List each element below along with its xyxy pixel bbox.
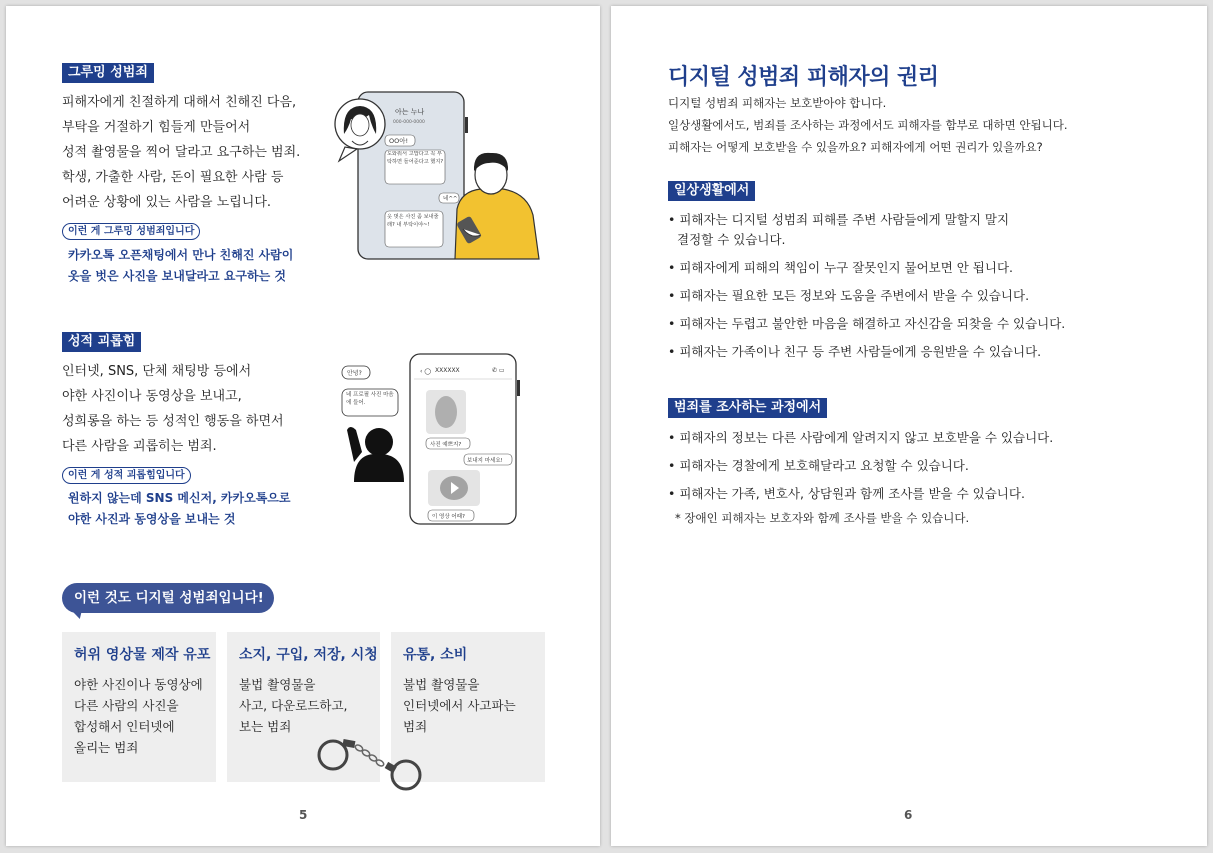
box-title: 소지, 구입, 저장, 시청 xyxy=(239,647,378,663)
bullet-item: • 피해자는 경찰에게 보호해달라고 요청할 수 있습니다. xyxy=(668,458,969,473)
bullet-item: • 피해자에게 피해의 책임이 누구 잘못인지 물어보면 안 됩니다. xyxy=(668,260,1014,275)
body-line: 인터넷, SNS, 단체 채팅방 등에서 xyxy=(62,364,252,379)
contact-name: 아는 누나 xyxy=(395,108,425,116)
man-figure-icon xyxy=(455,153,539,259)
harassment-description xyxy=(62,359,284,459)
body-line: 야한 사진이나 동영상을 보내고, xyxy=(62,389,242,404)
example-line: 카카오톡 오픈채팅에서 만나 친해진 사람이 xyxy=(68,248,294,262)
callout-digital-crime: 이런 것도 디지털 성범죄입니다! xyxy=(62,583,274,613)
intro-line: 일상생활에서도, 범죄를 조사하는 과정에서도 피해자를 함부로 대하면 안됩니다. xyxy=(668,118,1068,132)
box-line: 합성해서 인터넷에 xyxy=(74,719,175,734)
section-tag-harassment: 성적 괴롭힘 xyxy=(62,332,141,352)
page-5 xyxy=(6,6,600,846)
bullet-item: • 피해자는 가족이나 친구 등 주변 사람들에게 응원받을 수 있습니다. xyxy=(668,344,1042,359)
phone-call-icon: ✆ ▭ xyxy=(492,367,505,374)
box-description xyxy=(239,674,348,737)
bullet-item: • 피해자는 필요한 모든 정보와 도움을 주변에서 받을 수 있습니다. xyxy=(668,288,1030,303)
section-tag-daily-life: 일상생활에서 xyxy=(668,181,755,201)
section-tag-grooming: 그루밍 성범죄 xyxy=(62,63,154,83)
page-number: 6 xyxy=(904,808,913,822)
chat-msg: 옷 벗은 사진 좀 보내줄래? 내 부탁이야~! xyxy=(387,214,439,228)
contact-number: 000-000-0000 xyxy=(393,120,425,125)
box-title: 허위 영상물 제작 유포 xyxy=(74,647,211,663)
box-line: 보는 범죄 xyxy=(239,719,292,734)
chat-msg: 보내지 마세요! xyxy=(467,458,503,464)
example-label-harassment: 이런 게 성적 괴롭힘입니다 xyxy=(62,467,191,484)
chat-msg: 이 영상 어때? xyxy=(432,514,465,520)
body-line: 피해자에게 친절하게 대해서 친해진 다음, xyxy=(62,95,297,110)
box-line: 인터넷에서 사고파는 xyxy=(403,698,516,713)
example-line: 야한 사진과 동영상을 보내는 것 xyxy=(68,512,236,526)
grooming-description xyxy=(62,90,300,215)
grooming-illustration xyxy=(331,89,541,259)
handcuffs-icon xyxy=(314,734,424,794)
box-description xyxy=(74,674,203,758)
grooming-example xyxy=(68,245,293,287)
phone-header-name: XXXXXX xyxy=(435,367,460,374)
daily-life-rights xyxy=(668,210,1065,362)
body-line: 성적 촬영물을 찍어 달라고 요구하는 범죄. xyxy=(62,145,301,160)
chat-msg: OO아! xyxy=(389,137,409,145)
note-text: * 장애인 피해자는 보호자와 함께 조사를 받을 수 있습니다. xyxy=(675,511,970,525)
investigation-rights xyxy=(668,428,1053,528)
box-line: 불법 촬영물을 xyxy=(403,677,480,692)
page-title: 디지털 성범죄 피해자의 권리 xyxy=(668,65,939,90)
bullet-item: • 피해자는 디지털 성범죄 피해를 주변 사람들에게 말할지 말지 xyxy=(668,212,1010,227)
chat-msg: 사진 예쁘지? xyxy=(430,442,462,448)
box-line: 다른 사람의 사진을 xyxy=(74,698,179,713)
bullet-item: • 피해자의 정보는 다른 사람에게 알려지지 않고 보호받을 수 있습니다. xyxy=(668,430,1054,445)
body-line: 어려운 상황에 있는 사람을 노립니다. xyxy=(62,195,272,210)
box-line: 범죄 xyxy=(403,719,428,734)
dark-figure-icon xyxy=(347,427,404,482)
box-line: 사고, 다운로드하고, xyxy=(239,698,348,713)
example-label-grooming: 이런 게 그루밍 성범죄입니다 xyxy=(62,223,200,240)
intro-line: 피해자는 어떻게 보호받을 수 있을까요? 피해자에게 어떤 권리가 있을까요? xyxy=(668,140,1043,154)
body-line: 다른 사람을 괴롭히는 범죄. xyxy=(62,439,217,454)
section-tag-investigation: 범죄를 조사하는 과정에서 xyxy=(668,398,827,418)
bullet-item: • 피해자는 가족, 변호사, 상담원과 함께 조사를 받을 수 있습니다. xyxy=(668,486,1025,501)
page-number: 5 xyxy=(299,808,308,822)
intro-line: 디지털 성범죄 피해자는 보호받아야 합니다. xyxy=(668,96,887,110)
box-title: 유통, 소비 xyxy=(403,647,468,663)
body-line: 학생, 가출한 사람, 돈이 필요한 사람 등 xyxy=(62,170,284,185)
speech-bubble-text: 네 프로필 사진 마음에 들어. xyxy=(346,392,394,406)
phone-header-back-icon: ‹ ◯ xyxy=(420,368,432,375)
box-line: 올리는 범죄 xyxy=(74,740,139,755)
crime-box-fake-video xyxy=(62,632,216,782)
blurred-photo-icon xyxy=(435,396,457,428)
harassment-illustration xyxy=(334,352,524,520)
speech-bubble-text: 안녕? xyxy=(347,370,362,377)
page-6 xyxy=(611,6,1207,846)
bullet-item-continuation: 결정할 수 있습니다. xyxy=(677,232,786,247)
harassment-example xyxy=(68,488,290,530)
example-line: 원하지 않는데 SNS 메신저, 카카오톡으로 xyxy=(68,491,291,505)
intro-text xyxy=(668,92,1068,158)
chat-msg: 도와줘서 고맙다고 꼭 부탁하면 들어준다고 했지? xyxy=(387,151,444,165)
chat-msg: 네^^ xyxy=(443,196,458,202)
body-line: 성희롱을 하는 등 성적인 행동을 하면서 xyxy=(62,414,284,429)
example-line: 옷을 벗은 사진을 보내달라고 요구하는 것 xyxy=(68,269,286,283)
box-line: 야한 사진이나 동영상에 xyxy=(74,677,203,692)
bullet-item: • 피해자는 두렵고 불안한 마음을 해결하고 자신감을 되찾을 수 있습니다. xyxy=(668,316,1066,331)
body-line: 부탁을 거절하기 힘들게 만들어서 xyxy=(62,120,251,135)
box-line: 불법 촬영물을 xyxy=(239,677,316,692)
box-description xyxy=(403,674,516,737)
